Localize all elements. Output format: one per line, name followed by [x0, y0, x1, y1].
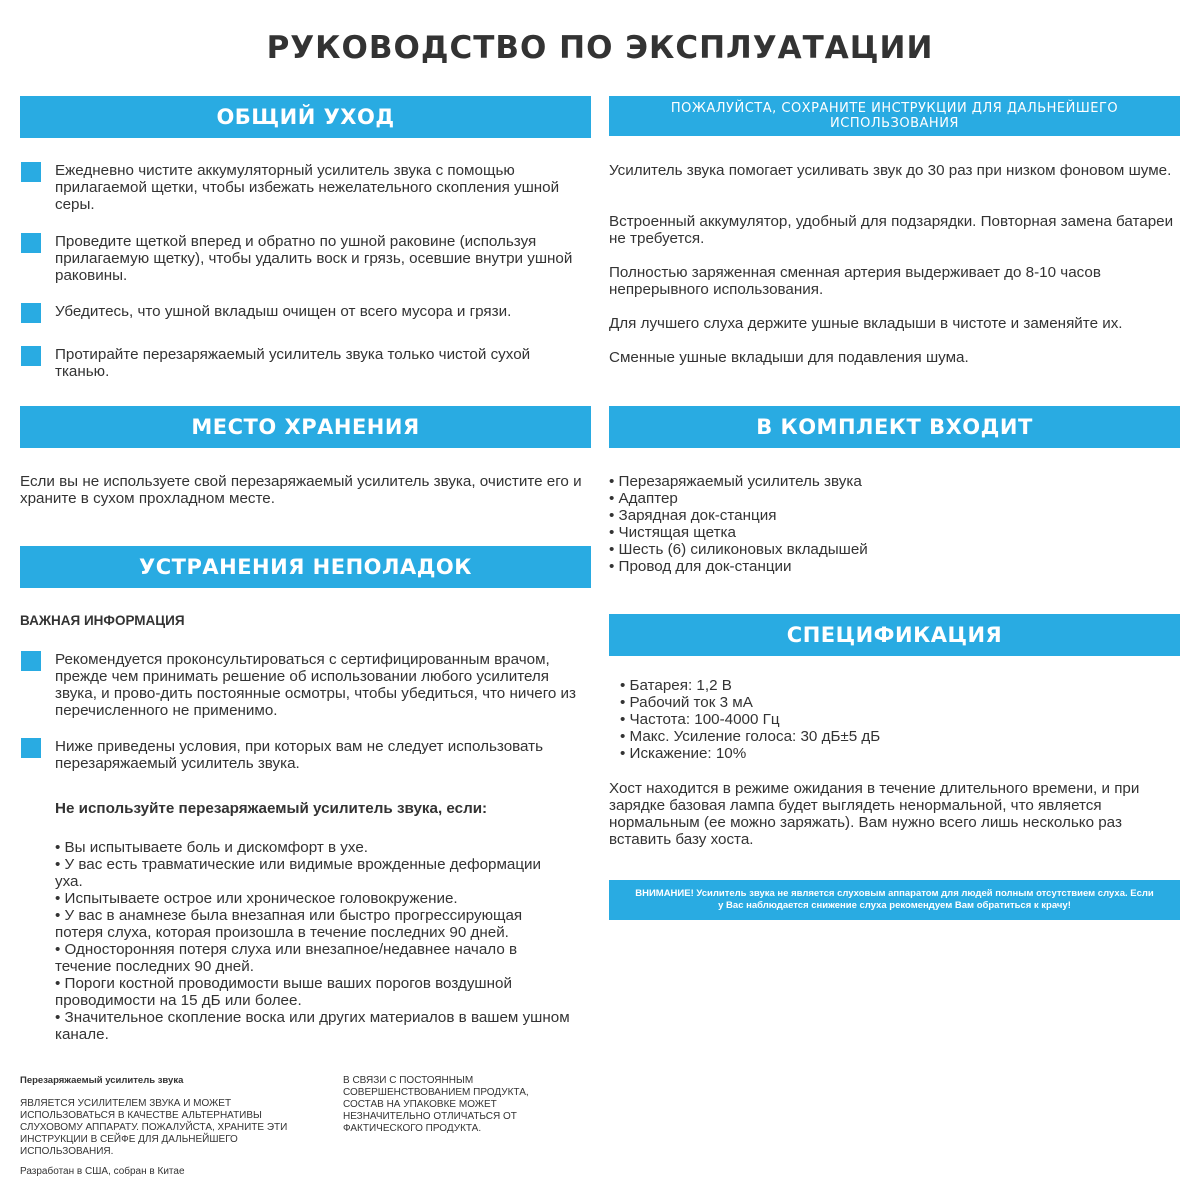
spec-item: • Батарея: 1,2 В — [620, 677, 732, 694]
storage-heading: МЕСТО ХРАНЕНИЯ — [20, 406, 591, 448]
general-care-item: Убедитесь, что ушной вкладыш очищен от всего мусора и грязи. — [55, 303, 512, 320]
package-item: • Шесть (6) силиконовых вкладышей — [609, 541, 868, 558]
warning-text: ВНИМАНИЕ! Усилитель звука не является слуховым аппаратом для людей полным отсутствием слуха. Если у Вас наблюдается снижение слуха рекомендуем Вам обратиться к крачу! — [635, 888, 1154, 911]
package-item: • Зарядная док-станция — [609, 507, 777, 524]
specs-note: Хост находится в режиме ожидания в течение длительного времени, и при зарядке базовая лампа будет выглядеть ненормальной, что является нормальным (ее можно заряжать). Вам нужно всего лишь несколько раз вставить базу хоста. — [609, 780, 1140, 848]
footer-product-name: Перезаряжаемый усилитель звука — [20, 1075, 184, 1086]
bullet-square-icon — [21, 738, 41, 758]
storage-text: Если вы не используете свой перезаряжаемый усилитель звука, очистите его и храните в сухом прохладном месте. — [20, 473, 582, 507]
package-item: • Провод для док-станции — [609, 558, 792, 575]
bullet-square-icon — [21, 233, 41, 253]
save-instructions-heading: ПОЖАЛУЙСТА, СОХРАНИТЕ ИНСТРУКЦИИ ДЛЯ ДАЛЬНЕЙШЕГО ИСПОЛЬЗОВАНИЯ — [609, 96, 1180, 136]
footer-improvement-note: В СВЯЗИ С ПОСТОЯННЫМ СОВЕРШЕНСТВОВАНИЕМ ПРОДУКТА, СОСТАВ НА УПАКОВКЕ МОЖЕТ НЕЗНАЧИТЕЛЬНО ОТЛИЧАТЬСЯ ОТ ФАКТИЧЕСКОГО ПРОДУКТА. — [343, 1075, 529, 1134]
spec-item: • Макс. Усиление голоса: 30 дБ±5 дБ — [620, 728, 881, 745]
do-not-use-item: • Пороги костной проводимости выше ваших порогов воздушной проводимости на 15 дБ или более. — [55, 975, 512, 1009]
do-not-use-item: • У вас в анамнезе была внезапная или быстро прогрессирующая потеря слуха, которая произошла в течение последних 90 дней. — [55, 907, 523, 941]
troubleshooting-item: Ниже приведены условия, при которых вам не следует использовать перезаряжаемый усилитель звука. — [55, 738, 544, 772]
info-paragraph: Полностью заряженная сменная артерия выдерживает до 8-10 часов непрерывного использования. — [609, 264, 1101, 298]
important-info-label: ВАЖНАЯ ИНФОРМАЦИЯ — [20, 613, 185, 628]
footer-disclaimer: ЯВЛЯЕТСЯ УСИЛИТЕЛЕМ ЗВУКА И МОЖЕТ ИСПОЛЬЗОВАТЬСЯ В КАЧЕСТВЕ АЛЬТЕРНАТИВЫ СЛУХОВОМУ АППАРАТУ. ПОЖАЛУЙСТА, ХРАНИТЕ ЭТИ ИНСТРУКЦИИ В СЕЙФЕ ДЛЯ ДАЛЬНЕЙШЕГО ИСПОЛЬЗОВАНИЯ. — [20, 1098, 288, 1157]
troubleshooting-item: Рекомендуется проконсультироваться с сертифицированным врачом, прежде чем принимать решение об использовании любого усилителя звука, и прово-дить постоянные осмотры, чтобы убедиться, что ничего из перечисленного не применимо. — [55, 651, 577, 719]
warning-banner — [609, 880, 1180, 920]
do-not-use-item: • Значительное скопление воска или других материалов в вашем ушном канале. — [55, 1009, 570, 1043]
do-not-use-item: • Испытываете острое или хроническое головокружение. — [55, 890, 458, 907]
spec-item: • Частота: 100-4000 Гц — [620, 711, 780, 728]
general-care-item: Проведите щеткой вперед и обратно по ушной раковине (используя прилагаемую щетку), чтобы удалить воск и грязь, осевшие внутри ушной раковины. — [55, 233, 573, 284]
troubleshooting-heading: УСТРАНЕНИЯ НЕПОЛАДОК — [20, 546, 591, 588]
package-heading: В КОМПЛЕКТ ВХОДИТ — [609, 406, 1180, 448]
bullet-square-icon — [21, 346, 41, 366]
general-care-heading: ОБЩИЙ УХОД — [20, 96, 591, 138]
do-not-use-item: • Вы испытываете боль и дискомфорт в ухе. — [55, 839, 368, 856]
info-paragraph: Усилитель звука помогает усиливать звук до 30 раз при низком фоновом шуме. — [609, 162, 1172, 179]
bullet-square-icon — [21, 651, 41, 671]
bullet-square-icon — [21, 162, 41, 182]
info-paragraph: Встроенный аккумулятор, удобный для подзарядки. Повторная замена батареи не требуется. — [609, 213, 1174, 247]
do-not-use-heading: Не используйте перезаряжаемый усилитель звука, если: — [55, 800, 488, 817]
page-title: РУКОВОДСТВО ПО ЭКСПЛУАТАЦИИ — [266, 30, 934, 66]
bullet-square-icon — [21, 303, 41, 323]
package-item: • Перезаряжаемый усилитель звука — [609, 473, 862, 490]
package-item: • Чистящая щетка — [609, 524, 736, 541]
footer-origin: Разработан в США, собран в Китае — [20, 1166, 185, 1177]
general-care-item: Протирайте перезаряжаемый усилитель звука только чистой сухой тканью. — [55, 346, 531, 380]
spec-item: • Искажение: 10% — [620, 745, 747, 762]
general-care-item: Ежедневно чистите аккумуляторный усилитель звука с помощью прилагаемой щетки, чтобы избежать нежелательного скопления ушной серы. — [55, 162, 560, 213]
info-paragraph: Сменные ушные вкладыши для подавления шума. — [609, 349, 969, 366]
info-paragraph: Для лучшего слуха держите ушные вкладыши в чистоте и заменяйте их. — [609, 315, 1123, 332]
do-not-use-item: • Односторонняя потеря слуха или внезапное/недавнее начало в течение последних 90 дней. — [55, 941, 518, 975]
spec-item: • Рабочий ток 3 мА — [620, 694, 753, 711]
package-item: • Адаптер — [609, 490, 678, 507]
specs-heading: СПЕЦИФИКАЦИЯ — [609, 614, 1180, 656]
do-not-use-item: • У вас есть травматические или видимые врожденные деформации уха. — [55, 856, 542, 890]
